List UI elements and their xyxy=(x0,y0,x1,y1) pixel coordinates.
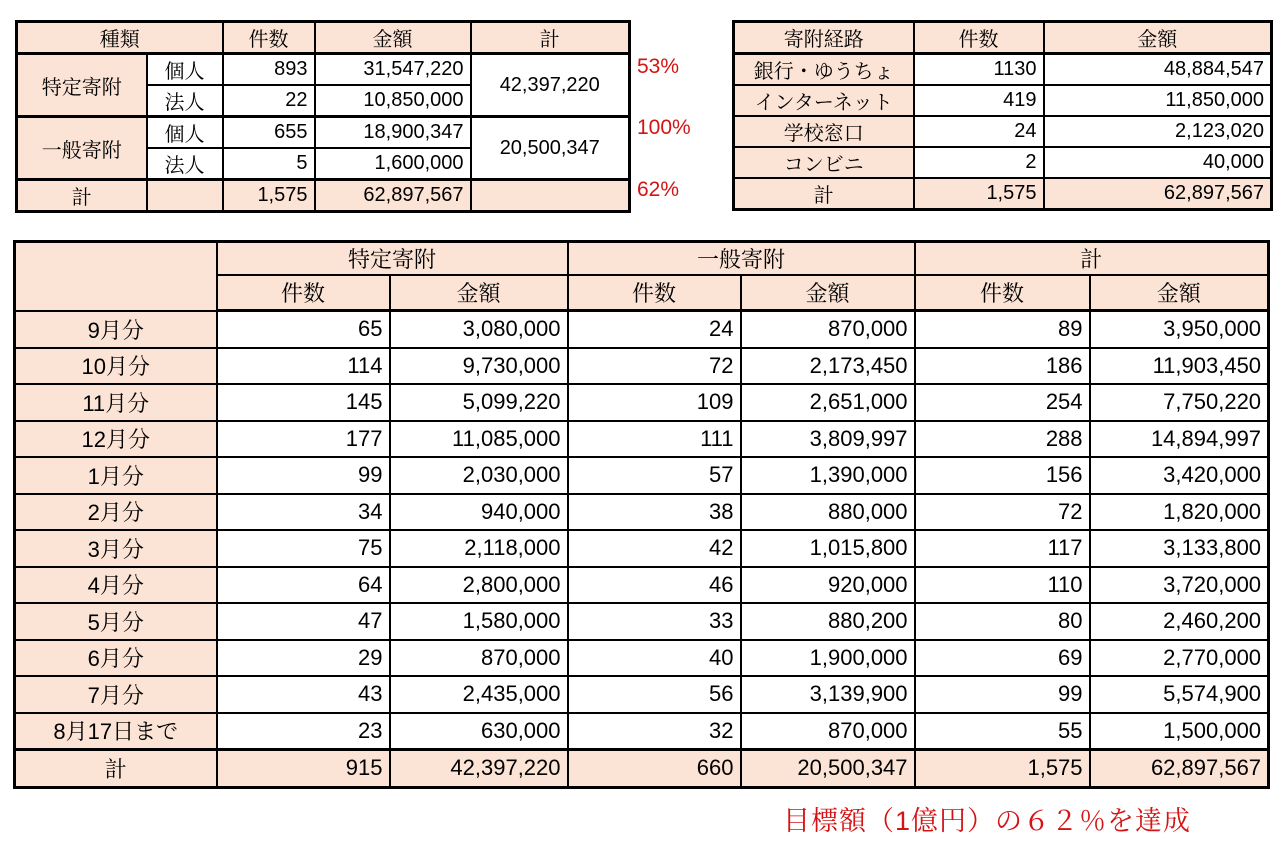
percent-label-total: 62% xyxy=(637,178,680,201)
month-label: 4月分 xyxy=(15,567,217,604)
total-count-cell: 99 xyxy=(915,676,1090,713)
type-header-category: 種類 xyxy=(17,22,223,54)
ippan-amount-cell: 920,000 xyxy=(741,567,915,604)
ippan-amount-cell: 2,651,000 xyxy=(741,384,915,421)
ippan-count-cell: 46 xyxy=(568,567,741,604)
type-header-count: 件数 xyxy=(223,22,315,54)
route-label: 銀行・ゆうちょ xyxy=(734,54,914,86)
type-summary-table xyxy=(15,20,631,213)
route-row xyxy=(734,116,1272,147)
route-header-row xyxy=(734,22,1272,54)
monthly-row xyxy=(15,348,1269,385)
total-count-cell: 110 xyxy=(915,567,1090,604)
tokutei-count-cell: 64 xyxy=(217,567,390,604)
month-label: 1月分 xyxy=(15,457,217,494)
tokutei-amount-cell: 9,730,000 xyxy=(390,348,568,385)
tokutei-count-cell: 47 xyxy=(217,603,390,640)
monthly-row xyxy=(15,567,1269,604)
total-amount-cell: 3,950,000 xyxy=(1090,311,1269,348)
total-amount-cell: 1,500,000 xyxy=(1090,713,1269,750)
ippan-amount-cell: 1,900,000 xyxy=(741,640,915,677)
monthly-row xyxy=(15,421,1269,458)
sub-header-count: 件数 xyxy=(217,275,390,311)
count-cell: 2 xyxy=(914,147,1044,178)
monthly-row xyxy=(15,494,1269,531)
route-label: コンビニ xyxy=(734,147,914,178)
route-summary-table xyxy=(732,20,1273,211)
amount-cell: 10,850,000 xyxy=(315,85,471,117)
tokutei-count-cell: 65 xyxy=(217,311,390,348)
amount-cell: 31,547,220 xyxy=(315,54,471,86)
month-label: 5月分 xyxy=(15,603,217,640)
group-label-ippan: 一般寄附 xyxy=(17,117,147,180)
total-amount-cell: 11,903,450 xyxy=(1090,348,1269,385)
tokutei-count-cell: 177 xyxy=(217,421,390,458)
total-amount-cell: 3,420,000 xyxy=(1090,457,1269,494)
monthly-row xyxy=(15,603,1269,640)
tokutei-amount-cell: 870,000 xyxy=(390,640,568,677)
total-amount-cell: 2,460,200 xyxy=(1090,603,1269,640)
ippan-count-cell: 111 xyxy=(568,421,741,458)
month-label: 3月分 xyxy=(15,530,217,567)
count-cell: 1130 xyxy=(914,54,1044,86)
total-count-cell: 186 xyxy=(915,348,1090,385)
total-label: 計 xyxy=(15,750,217,788)
tokutei-amount-cell: 11,085,000 xyxy=(390,421,568,458)
sub-label: 法人 xyxy=(147,148,223,180)
sub-header-count: 件数 xyxy=(568,275,741,311)
total-amount-cell: 3,133,800 xyxy=(1090,530,1269,567)
count-cell: 24 xyxy=(914,116,1044,147)
monthly-row xyxy=(15,384,1269,421)
count-cell: 22 xyxy=(223,85,315,117)
count-cell: 5 xyxy=(223,148,315,180)
amount-cell: 1,600,000 xyxy=(315,148,471,180)
percent-label-tokutei: 53% xyxy=(637,55,680,78)
ippan-amount-cell: 1,390,000 xyxy=(741,457,915,494)
type-header-amount: 金額 xyxy=(315,22,471,54)
sub-header-amount: 金額 xyxy=(1090,275,1269,311)
monthly-row xyxy=(15,713,1269,750)
tokutei-amount-cell: 940,000 xyxy=(390,494,568,531)
sub-header-count: 件数 xyxy=(915,275,1090,311)
amount-cell: 40,000 xyxy=(1044,147,1272,178)
route-total-row xyxy=(734,178,1272,210)
total-count-cell: 80 xyxy=(915,603,1090,640)
tokutei-count-cell: 34 xyxy=(217,494,390,531)
total-count-cell: 1,575 xyxy=(914,178,1044,210)
month-label: 9月分 xyxy=(15,311,217,348)
sub-header-amount: 金額 xyxy=(390,275,568,311)
tokutei-amount-cell: 42,397,220 xyxy=(390,750,568,788)
route-row xyxy=(734,54,1272,86)
amount-cell: 2,123,020 xyxy=(1044,116,1272,147)
ippan-count-cell: 42 xyxy=(568,530,741,567)
type-row xyxy=(17,54,630,86)
total-amount-cell: 1,820,000 xyxy=(1090,494,1269,531)
month-label: 7月分 xyxy=(15,676,217,713)
tokutei-amount-cell: 2,435,000 xyxy=(390,676,568,713)
monthly-row xyxy=(15,311,1269,348)
tokutei-amount-cell: 2,800,000 xyxy=(390,567,568,604)
sub-label: 法人 xyxy=(147,85,223,117)
tokutei-count-cell: 23 xyxy=(217,713,390,750)
count-cell: 655 xyxy=(223,117,315,149)
month-label: 8月17日まで xyxy=(15,713,217,750)
tokutei-count-cell: 43 xyxy=(217,676,390,713)
amount-cell: 48,884,547 xyxy=(1044,54,1272,86)
ippan-amount-cell: 880,000 xyxy=(741,494,915,531)
month-label: 2月分 xyxy=(15,494,217,531)
ippan-count-cell: 24 xyxy=(568,311,741,348)
tokutei-amount-cell: 5,099,220 xyxy=(390,384,568,421)
total-label: 計 xyxy=(734,178,914,210)
count-cell: 419 xyxy=(914,85,1044,116)
ippan-amount-cell: 3,139,900 xyxy=(741,676,915,713)
tokutei-amount-cell: 630,000 xyxy=(390,713,568,750)
group-header-total: 計 xyxy=(915,242,1269,276)
ippan-amount-cell: 880,200 xyxy=(741,603,915,640)
type-row xyxy=(17,117,630,149)
ippan-count-cell: 72 xyxy=(568,348,741,385)
ippan-count-cell: 56 xyxy=(568,676,741,713)
ippan-amount-cell: 20,500,347 xyxy=(741,750,915,788)
total-amount-cell: 7,750,220 xyxy=(1090,384,1269,421)
tokutei-amount-cell: 1,580,000 xyxy=(390,603,568,640)
ippan-amount-cell: 1,015,800 xyxy=(741,530,915,567)
total-amount-cell: 62,897,567 xyxy=(1090,750,1269,788)
count-cell: 893 xyxy=(223,54,315,86)
total-amount-cell: 3,720,000 xyxy=(1090,567,1269,604)
ippan-amount-cell: 870,000 xyxy=(741,311,915,348)
ippan-count-cell: 33 xyxy=(568,603,741,640)
ippan-amount-cell: 3,809,997 xyxy=(741,421,915,458)
monthly-total-row xyxy=(15,750,1269,788)
total-count-cell: 55 xyxy=(915,713,1090,750)
total-amount-cell: 5,574,900 xyxy=(1090,676,1269,713)
total-label: 計 xyxy=(17,180,147,212)
monthly-corner-cell xyxy=(15,242,217,311)
type-header-row xyxy=(17,22,630,54)
route-row xyxy=(734,147,1272,178)
ippan-count-cell: 38 xyxy=(568,494,741,531)
monthly-row xyxy=(15,676,1269,713)
tokutei-amount-cell: 2,030,000 xyxy=(390,457,568,494)
total-count-cell: 72 xyxy=(915,494,1090,531)
tokutei-count-cell: 114 xyxy=(217,348,390,385)
type-total-row xyxy=(17,180,630,212)
monthly-group-header-row xyxy=(15,242,1269,276)
ippan-amount-cell: 870,000 xyxy=(741,713,915,750)
total-amount-cell: 62,897,567 xyxy=(1044,178,1272,210)
group-header-ippan: 一般寄附 xyxy=(568,242,915,276)
route-label: インターネット xyxy=(734,85,914,116)
amount-cell: 18,900,347 xyxy=(315,117,471,149)
tokutei-amount-cell: 2,118,000 xyxy=(390,530,568,567)
subtotal-cell-ippan: 20,500,347 xyxy=(471,117,630,180)
empty-cell xyxy=(471,180,630,212)
ippan-count-cell: 57 xyxy=(568,457,741,494)
tokutei-count-cell: 99 xyxy=(217,457,390,494)
tokutei-count-cell: 145 xyxy=(217,384,390,421)
ippan-count-cell: 40 xyxy=(568,640,741,677)
total-count-cell: 288 xyxy=(915,421,1090,458)
total-count-cell: 69 xyxy=(915,640,1090,677)
sub-header-amount: 金額 xyxy=(741,275,915,311)
percent-label-ippan: 100% xyxy=(637,116,691,139)
tokutei-count-cell: 915 xyxy=(217,750,390,788)
total-amount-cell: 62,897,567 xyxy=(315,180,471,212)
route-row xyxy=(734,85,1272,116)
tokutei-amount-cell: 3,080,000 xyxy=(390,311,568,348)
route-label: 学校窓口 xyxy=(734,116,914,147)
route-header-amount: 金額 xyxy=(1044,22,1272,54)
month-label: 11月分 xyxy=(15,384,217,421)
monthly-row xyxy=(15,530,1269,567)
sub-label: 個人 xyxy=(147,117,223,149)
amount-cell: 11,850,000 xyxy=(1044,85,1272,116)
total-count-cell: 117 xyxy=(915,530,1090,567)
monthly-summary-table xyxy=(13,240,1270,789)
ippan-count-cell: 109 xyxy=(568,384,741,421)
ippan-count-cell: 32 xyxy=(568,713,741,750)
ippan-count-cell: 660 xyxy=(568,750,741,788)
empty-cell xyxy=(147,180,223,212)
month-label: 12月分 xyxy=(15,421,217,458)
route-header-count: 件数 xyxy=(914,22,1044,54)
monthly-row xyxy=(15,457,1269,494)
group-header-tokutei: 特定寄附 xyxy=(217,242,568,276)
sub-label: 個人 xyxy=(147,54,223,86)
total-count-cell: 254 xyxy=(915,384,1090,421)
month-label: 6月分 xyxy=(15,640,217,677)
tokutei-count-cell: 29 xyxy=(217,640,390,677)
total-count-cell: 1,575 xyxy=(223,180,315,212)
group-label-tokutei: 特定寄附 xyxy=(17,54,147,117)
total-amount-cell: 14,894,997 xyxy=(1090,421,1269,458)
monthly-row xyxy=(15,640,1269,677)
type-header-total: 計 xyxy=(471,22,630,54)
month-label: 10月分 xyxy=(15,348,217,385)
total-count-cell: 89 xyxy=(915,311,1090,348)
total-amount-cell: 2,770,000 xyxy=(1090,640,1269,677)
subtotal-cell-tokutei: 42,397,220 xyxy=(471,54,630,117)
total-count-cell: 1,575 xyxy=(915,750,1090,788)
goal-achievement-note: 目標額（1億円）の６２％を達成 xyxy=(783,806,1192,836)
route-header-route: 寄附経路 xyxy=(734,22,914,54)
total-count-cell: 156 xyxy=(915,457,1090,494)
tokutei-count-cell: 75 xyxy=(217,530,390,567)
ippan-amount-cell: 2,173,450 xyxy=(741,348,915,385)
